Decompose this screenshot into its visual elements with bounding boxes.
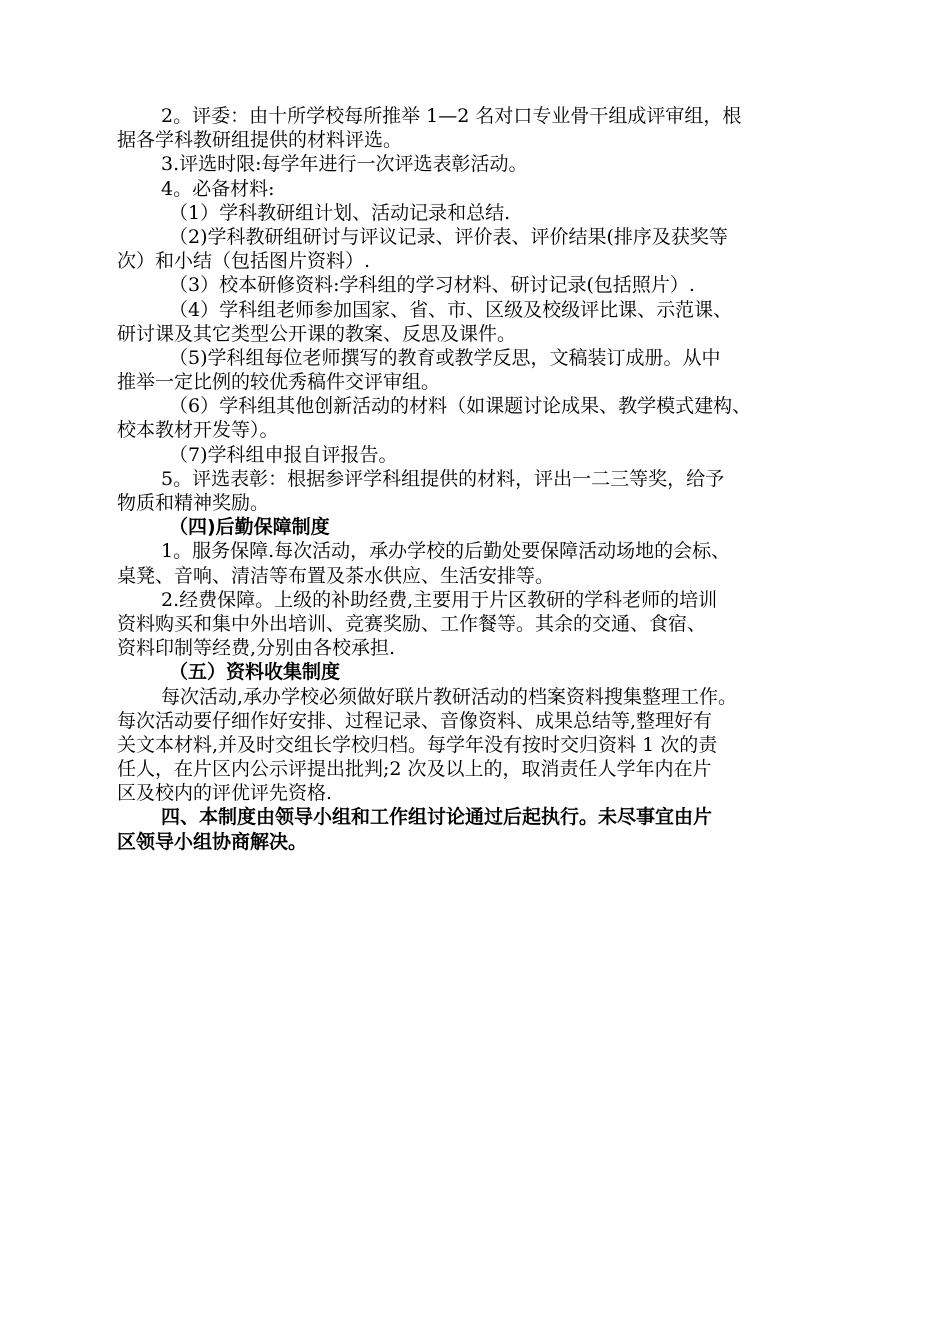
text-line: 关文本材料,并及时交组长学校归档。每学年没有按时交归资料 1 次的责 [117,733,718,756]
text-line: 桌凳、音响、清洁等布置及茶水供应、生活安排等。 [117,564,555,587]
section-heading-line: 四、本制度由领导小组和工作组讨论通过后起执行。未尽事宜由片 [161,806,713,829]
text-line: 区及校内的评优评先资格. [117,782,333,805]
text-line: 资料印制等经费,分别由各校承担. [117,637,396,660]
text-line: 任人，在片区内公示评提出批判;2 次及以上的，取消责任人学年内在片 [117,758,712,781]
text-line: （7)学科组申报自评报告。 [169,443,398,466]
text-line: 4。必备材料: [161,177,275,200]
text-line: 每次活动要仔细作好安排、过程记录、音像资料、成果总结等,整理好有 [117,709,713,732]
section-heading-line: （四)后勤保障制度 [169,516,330,539]
section-heading-line: 区领导小组协商解决。 [117,830,308,853]
text-line: 研讨课及其它类型公开课的教案、反思及课件。 [117,322,517,345]
text-line: 据各学科教研组提供的材料评选。 [117,129,403,152]
text-line: 2。评委：由十所学校每所推举 1—2 名对口专业骨干组成评审组，根 [161,105,742,127]
text-line: 1。服务保障.每次活动，承办学校的后勤处要保障活动场地的会标、 [161,540,731,563]
text-line: 次）和小结（包括图片资料）. [117,250,371,273]
text-line: （1）学科教研组计划、活动记录和总结. [169,201,511,224]
text-line: 3.评选时限:每学年进行一次评选表彰活动。 [161,153,528,176]
text-line: 推举一定比例的较优秀稿件交评审组。 [117,371,441,394]
text-line: （4）学科组老师参加国家、省、市、区级及校级评比课、示范课、 [169,298,733,321]
text-line: 物质和精神奖励。 [117,492,270,514]
text-line: （5)学科组每位老师撰写的教育或教学反思，文稿装订成册。从中 [169,346,721,369]
text-line: 2.经费保障。上级的补助经费,主要用于片区教研的学科老师的培训 [161,588,718,611]
section-heading-line: （五）资料收集制度 [169,661,341,684]
text-line: 校本教材开发等）。 [117,419,279,442]
text-line: 每次活动,承办学校必须做好联片教研活动的档案资料搜集整理工作。 [161,685,738,708]
text-line: 资料购买和集中外出培训、竞赛奖励、工作餐等。其余的交通、食宿、 [117,612,707,635]
text-line: （6）学科组其他创新活动的材料（如课题讨论成果、教学模式建构、 [169,395,752,418]
text-line: （2)学科教研组研讨与评议记录、评价表、评价结果(排序及获奖等 [169,225,728,248]
document-page [117,104,839,854]
text-line: （3）校本研修资料:学科组的学习材料、研讨记录(包括照片）. [169,274,695,297]
text-line: 5。评选表彰：根据参评学科组提供的材料，评出一二三等奖，给予 [161,467,725,490]
